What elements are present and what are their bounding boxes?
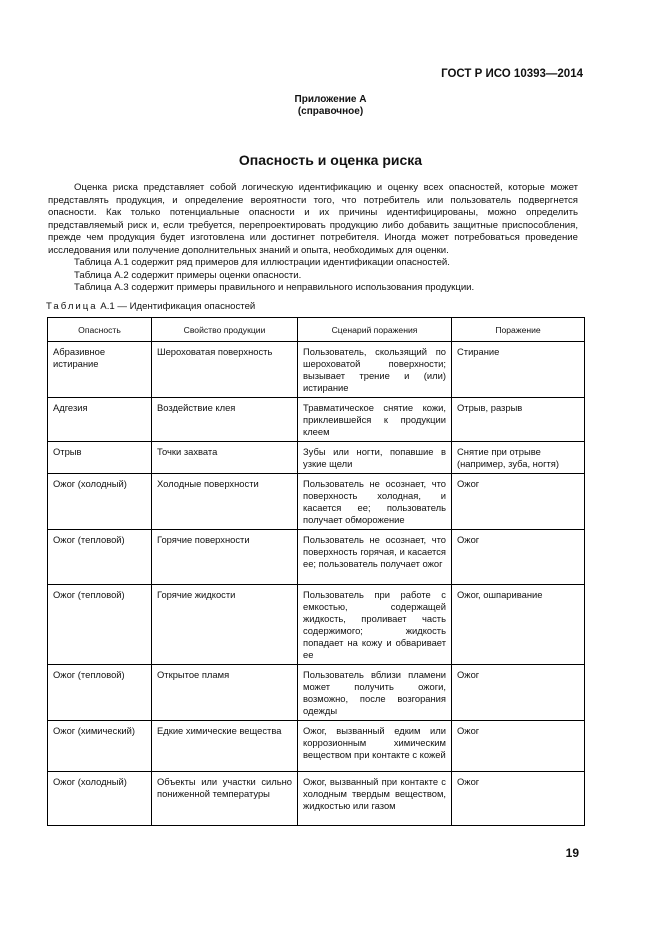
column-header: Сценарий поражения bbox=[298, 318, 452, 342]
injury-cell: Ожог bbox=[452, 530, 585, 585]
scenario-cell: Пользователь не осознает, что поверхность холодная, и касается ее; пользователь получает обморожение bbox=[298, 474, 452, 530]
property-cell: Объекты или участки сильно пониженной температуры bbox=[152, 772, 298, 826]
hazard-table bbox=[47, 317, 585, 826]
property-cell: Холодные поверхности bbox=[152, 474, 298, 530]
page-number: 19 bbox=[565, 846, 579, 860]
property-cell: Воздействие клея bbox=[152, 398, 298, 442]
hazard-cell: Ожог (холодный) bbox=[48, 474, 152, 530]
table-row bbox=[48, 585, 585, 665]
scenario-cell: Ожог, вызванный едким или коррозионным химическим веществом при контакте с кожей bbox=[298, 721, 452, 772]
property-cell: Едкие химические вещества bbox=[152, 721, 298, 772]
table-caption-prefix: Таблица bbox=[46, 301, 98, 312]
scenario-cell: Пользователь вблизи пламени может получить ожоги, возможно, после возгорания одежды bbox=[298, 665, 452, 721]
hazard-cell: Ожог (тепловой) bbox=[48, 665, 152, 721]
injury-cell: Ожог bbox=[452, 474, 585, 530]
table-row bbox=[48, 530, 585, 585]
table-row bbox=[48, 342, 585, 398]
table-caption-text: А.1 — Идентификация опасностей bbox=[97, 301, 256, 312]
hazard-cell: Ожог (тепловой) bbox=[48, 585, 152, 665]
table-row bbox=[48, 665, 585, 721]
table-row bbox=[48, 474, 585, 530]
hazard-cell: Абразивное истирание bbox=[48, 342, 152, 398]
injury-cell: Ожог bbox=[452, 665, 585, 721]
property-cell: Шероховатая поверхность bbox=[152, 342, 298, 398]
paragraph: Оценка риска представляет собой логическую идентификацию и оценку всех опасностей, которые может представлять продукция, и определение вероятности того, что потребитель или пользователь подвергнется опасности. Как только потенциальные опасности и их причины идентифицированы, можно определить представляемый риск и, если требуется, перепроектировать продукцию либо добавить защитные приспособления, прежде чем продукция будет изготовлена или достигнет потребителя. Иногда может потребоваться проведение исследования или получение дополнительных знаний и опыта, необходимых для оценки. bbox=[48, 182, 578, 256]
body-text bbox=[48, 182, 578, 295]
scenario-cell: Пользователь, скользящий по шероховатой поверхности; вызывает трение и (или) истирание bbox=[298, 342, 452, 398]
paragraph: Таблица А.1 содержит ряд примеров для иллюстрации идентификации опасностей. bbox=[74, 257, 450, 268]
annex-type: (справочное) bbox=[297, 106, 364, 117]
table-row bbox=[48, 442, 585, 474]
section-heading: Опасность и оценка риска bbox=[238, 152, 423, 168]
table-header-row bbox=[48, 318, 585, 342]
scenario-cell: Пользователь не осознает, что поверхность горячая, и касается ее; пользователь получает ожог bbox=[298, 530, 452, 585]
column-header: Свойство продукции bbox=[152, 318, 298, 342]
injury-cell: Ожог bbox=[452, 772, 585, 826]
hazard-cell: Отрыв bbox=[48, 442, 152, 474]
hazard-cell: Ожог (тепловой) bbox=[48, 530, 152, 585]
injury-cell: Ожог bbox=[452, 721, 585, 772]
property-cell: Точки захвата bbox=[152, 442, 298, 474]
annex-block bbox=[0, 94, 661, 118]
property-cell: Горячие поверхности bbox=[152, 530, 298, 585]
scenario-cell: Пользователь при работе с емкостью, содержащей жидкость, проливает часть содержимого; жидкость попадает на кожу и обваривает ее bbox=[298, 585, 452, 665]
scenario-cell: Зубы или ногти, попавшие в узкие щели bbox=[298, 442, 452, 474]
injury-cell: Стирание bbox=[452, 342, 585, 398]
injury-cell: Снятие при отрыве (например, зуба, ногтя) bbox=[452, 442, 585, 474]
scenario-cell: Травматическое снятие кожи, приклеившейся к продукции клеем bbox=[298, 398, 452, 442]
hazard-cell: Ожог (химический) bbox=[48, 721, 152, 772]
injury-cell: Отрыв, разрыв bbox=[452, 398, 585, 442]
table-caption bbox=[46, 301, 255, 312]
table-row bbox=[48, 398, 585, 442]
paragraph: Таблица А.2 содержит примеры оценки опасности. bbox=[74, 269, 302, 281]
table-row bbox=[48, 721, 585, 772]
hazard-cell: Ожог (холодный) bbox=[48, 772, 152, 826]
column-header: Поражение bbox=[452, 318, 585, 342]
column-header: Опасность bbox=[48, 318, 152, 342]
scenario-cell: Ожог, вызванный при контакте с холодным твердым веществом, жидкостью или газом bbox=[298, 772, 452, 826]
table-row bbox=[48, 772, 585, 826]
annex-title: Приложение А bbox=[294, 94, 367, 105]
standard-number: ГОСТ Р ИСО 10393—2014 bbox=[441, 68, 583, 80]
hazard-cell: Адгезия bbox=[48, 398, 152, 442]
injury-cell: Ожог, ошпаривание bbox=[452, 585, 585, 665]
property-cell: Горячие жидкости bbox=[152, 585, 298, 665]
property-cell: Открытое пламя bbox=[152, 665, 298, 721]
paragraph: Таблица А.3 содержит примеры правильного и неправильного использования продукции. bbox=[74, 282, 475, 293]
